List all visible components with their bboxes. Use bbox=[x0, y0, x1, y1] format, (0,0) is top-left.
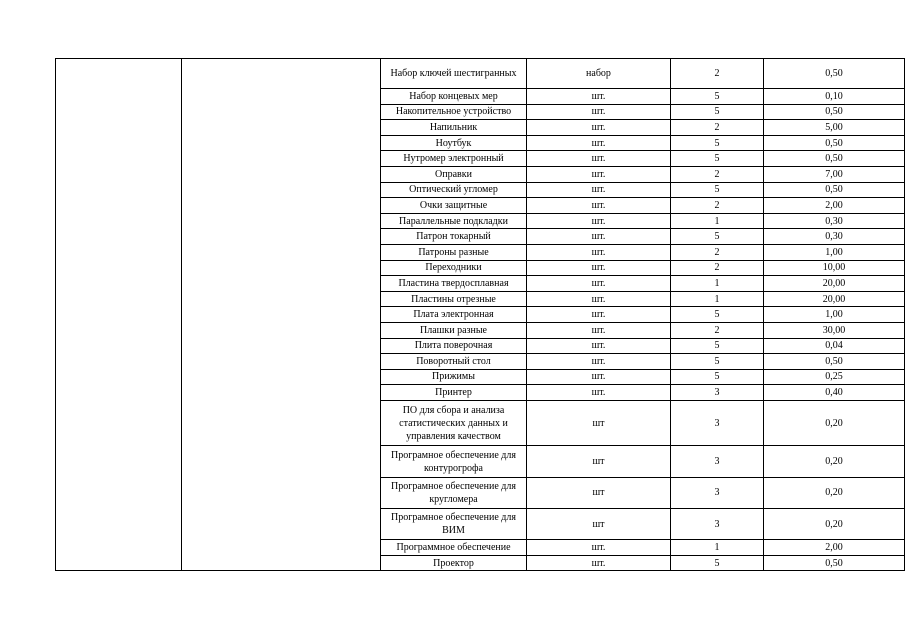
item-name-cell: Плита поверочная bbox=[381, 338, 527, 354]
item-name-cell: Набор концевых мер bbox=[381, 89, 527, 105]
quantity-cell: 3 bbox=[671, 400, 764, 446]
quantity-cell: 5 bbox=[671, 354, 764, 370]
quantity-cell: 3 bbox=[671, 508, 764, 539]
value-cell: 0,50 bbox=[764, 182, 905, 198]
item-name-cell: Плашки разные bbox=[381, 322, 527, 338]
value-cell: 0,30 bbox=[764, 229, 905, 245]
value-cell: 0,50 bbox=[764, 555, 905, 571]
unit-cell: шт. bbox=[527, 369, 671, 385]
unit-cell: шт. bbox=[527, 182, 671, 198]
quantity-cell: 2 bbox=[671, 198, 764, 214]
item-name-cell: Накопительное устройство bbox=[381, 104, 527, 120]
item-name-cell: Проектор bbox=[381, 555, 527, 571]
quantity-cell: 1 bbox=[671, 540, 764, 556]
item-name-cell: Оптический угломер bbox=[381, 182, 527, 198]
value-cell: 0,50 bbox=[764, 151, 905, 167]
unit-cell: шт bbox=[527, 477, 671, 508]
value-cell: 0,40 bbox=[764, 385, 905, 401]
quantity-cell: 2 bbox=[671, 260, 764, 276]
quantity-cell: 2 bbox=[671, 166, 764, 182]
quantity-cell: 5 bbox=[671, 104, 764, 120]
value-cell: 0,25 bbox=[764, 369, 905, 385]
quantity-cell: 5 bbox=[671, 229, 764, 245]
unit-cell: шт. bbox=[527, 322, 671, 338]
quantity-cell: 3 bbox=[671, 446, 764, 477]
value-cell: 0,50 bbox=[764, 354, 905, 370]
unit-cell: шт. bbox=[527, 338, 671, 354]
unit-cell: шт. bbox=[527, 135, 671, 151]
value-cell: 0,50 bbox=[764, 59, 905, 89]
value-cell: 0,20 bbox=[764, 400, 905, 446]
blank-number-cell bbox=[56, 59, 182, 571]
table-row bbox=[56, 59, 905, 89]
quantity-cell: 2 bbox=[671, 322, 764, 338]
quantity-cell: 2 bbox=[671, 59, 764, 89]
value-cell: 30,00 bbox=[764, 322, 905, 338]
unit-cell: шт. bbox=[527, 198, 671, 214]
value-cell: 7,00 bbox=[764, 166, 905, 182]
unit-cell: шт. bbox=[527, 89, 671, 105]
value-cell: 20,00 bbox=[764, 276, 905, 292]
value-cell: 2,00 bbox=[764, 540, 905, 556]
item-name-cell: Пластины отрезные bbox=[381, 291, 527, 307]
value-cell: 0,20 bbox=[764, 508, 905, 539]
quantity-cell: 1 bbox=[671, 291, 764, 307]
quantity-cell: 5 bbox=[671, 182, 764, 198]
item-name-cell: Принтер bbox=[381, 385, 527, 401]
quantity-cell: 5 bbox=[671, 151, 764, 167]
unit-cell: шт. bbox=[527, 151, 671, 167]
unit-cell: шт. bbox=[527, 276, 671, 292]
quantity-cell: 5 bbox=[671, 307, 764, 323]
item-name-cell: Очки защитные bbox=[381, 198, 527, 214]
unit-cell: шт. bbox=[527, 213, 671, 229]
item-name-cell: Переходники bbox=[381, 260, 527, 276]
unit-cell: шт. bbox=[527, 291, 671, 307]
item-name-cell: Ноутбук bbox=[381, 135, 527, 151]
item-name-cell: Програмное обеспечение для кругломера bbox=[381, 477, 527, 508]
quantity-cell: 5 bbox=[671, 555, 764, 571]
unit-cell: шт. bbox=[527, 260, 671, 276]
value-cell: 0,50 bbox=[764, 135, 905, 151]
quantity-cell: 5 bbox=[671, 369, 764, 385]
equipment-table bbox=[55, 58, 905, 571]
item-name-cell: Пластина твердосплавная bbox=[381, 276, 527, 292]
quantity-cell: 3 bbox=[671, 477, 764, 508]
blank-section-cell bbox=[182, 59, 381, 571]
unit-cell: шт. bbox=[527, 104, 671, 120]
quantity-cell: 3 bbox=[671, 385, 764, 401]
unit-cell: шт bbox=[527, 400, 671, 446]
quantity-cell: 1 bbox=[671, 276, 764, 292]
quantity-cell: 2 bbox=[671, 120, 764, 136]
value-cell: 0,04 bbox=[764, 338, 905, 354]
item-name-cell: Програмное обеспечение для контурогрофа bbox=[381, 446, 527, 477]
value-cell: 1,00 bbox=[764, 307, 905, 323]
unit-cell: шт. bbox=[527, 354, 671, 370]
value-cell: 0,20 bbox=[764, 477, 905, 508]
value-cell: 0,30 bbox=[764, 213, 905, 229]
unit-cell: шт. bbox=[527, 385, 671, 401]
unit-cell: шт. bbox=[527, 166, 671, 182]
value-cell: 2,00 bbox=[764, 198, 905, 214]
item-name-cell: Патрон токарный bbox=[381, 229, 527, 245]
unit-cell: шт. bbox=[527, 307, 671, 323]
item-name-cell: Патроны разные bbox=[381, 244, 527, 260]
value-cell: 5,00 bbox=[764, 120, 905, 136]
item-name-cell: Программное обеспечение bbox=[381, 540, 527, 556]
item-name-cell: Прижимы bbox=[381, 369, 527, 385]
unit-cell: шт. bbox=[527, 555, 671, 571]
value-cell: 0,10 bbox=[764, 89, 905, 105]
item-name-cell: Параллельные подкладки bbox=[381, 213, 527, 229]
quantity-cell: 5 bbox=[671, 135, 764, 151]
value-cell: 10,00 bbox=[764, 260, 905, 276]
quantity-cell: 5 bbox=[671, 89, 764, 105]
item-name-cell: Напильник bbox=[381, 120, 527, 136]
unit-cell: шт bbox=[527, 446, 671, 477]
unit-cell: шт. bbox=[527, 120, 671, 136]
unit-cell: шт bbox=[527, 508, 671, 539]
item-name-cell: Поворотный стол bbox=[381, 354, 527, 370]
item-name-cell: Набор ключей шестигранных bbox=[381, 59, 527, 89]
quantity-cell: 5 bbox=[671, 338, 764, 354]
quantity-cell: 1 bbox=[671, 213, 764, 229]
item-name-cell: Оправки bbox=[381, 166, 527, 182]
item-name-cell: Плата электронная bbox=[381, 307, 527, 323]
unit-cell: шт. bbox=[527, 540, 671, 556]
quantity-cell: 2 bbox=[671, 244, 764, 260]
unit-cell: шт. bbox=[527, 244, 671, 260]
value-cell: 0,50 bbox=[764, 104, 905, 120]
unit-cell: набор bbox=[527, 59, 671, 89]
value-cell: 1,00 bbox=[764, 244, 905, 260]
unit-cell: шт. bbox=[527, 229, 671, 245]
item-name-cell: Нутромер электронный bbox=[381, 151, 527, 167]
item-name-cell: ПО для сбора и анализа статистических данных и управления качеством bbox=[381, 400, 527, 446]
value-cell: 20,00 bbox=[764, 291, 905, 307]
item-name-cell: Програмное обеспечение для ВИМ bbox=[381, 508, 527, 539]
value-cell: 0,20 bbox=[764, 446, 905, 477]
